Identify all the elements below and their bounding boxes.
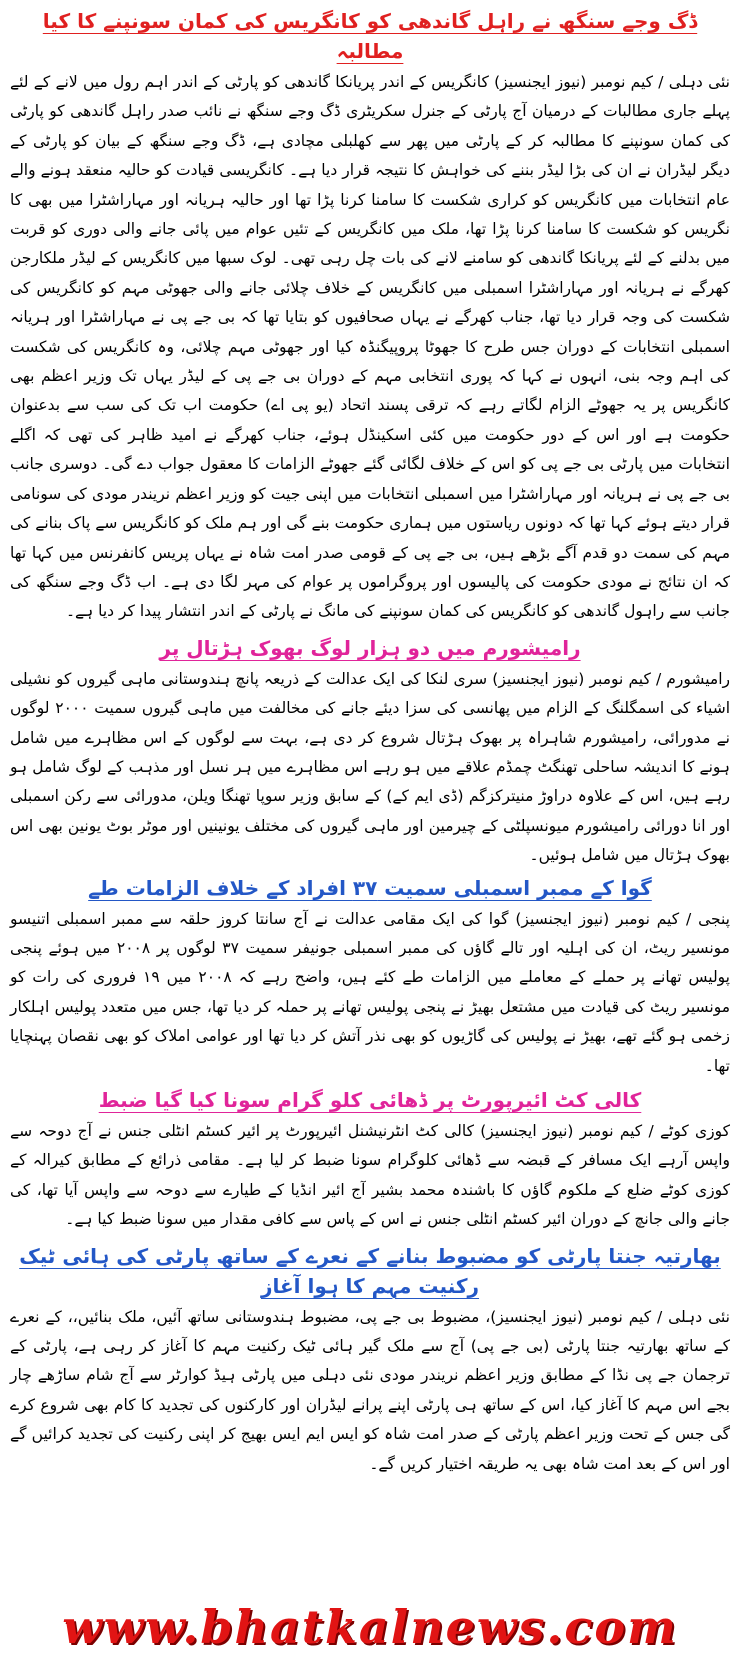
news-article-5 — [10, 1241, 730, 1479]
article-headline: ڈگ وجے سنگھ نے راہل گاندھی کو کانگریس کی کمان سونپنے کا کیا مطالبہ — [42, 9, 698, 63]
article-headline: کالی کٹ ائیرپورٹ پر ڈھائی کلو گرام سونا کیا گیا ضبط — [98, 1088, 642, 1112]
article-headline: رامیشورم میں دو ہزار لوگ بھوک ہڑتال پر — [159, 635, 581, 660]
article-body: کوزی کوٹے / کیم نومبر (نیوز ایجنسیز) کالی کٹ انٹرنیشنل ائیرپورٹ پر ائیر کسٹم انٹلی جنس نے آج دوحہ سے واپس آرہے ایک مسافر کے قبضہ سے ڈھائی کلوگرام سونا ضبط کر لیا ہے۔ مقامی ذرائع کے مطابق کیرالہ کے کوزی کوٹے ضلع کے ملکوم گاؤں کا باشندہ محمد بشیر آج ائیر انڈیا کے طیارے سے دوحہ سے واپس آیا تھا، کی جانے والی جانچ کے دوران ائیر کسٹم انٹلی جنس نے اس کے پاس سے کافی مقدار میں سونا ضبط کیا ہے۔ — [10, 1122, 730, 1229]
news-article-3 — [10, 873, 730, 1081]
article-body: نئی دہلی / کیم نومبر (نیوز ایجنسیز) کانگریس کے اندر پریانکا گاندھی کو پارٹی کے اندر اہم رول میں لانے کے لئے پہلے جاری مطالبات کے درمیان آج پارٹی کے جنرل سکریٹری ڈگ وجے سنگھ نے نائب صدر راہل گاندھی کو پارٹی کی کمان سونپنے کا مطالبہ کر کے پارٹی میں پھر سے کھلبلی مچادی ہے، ڈگ وجے سنگھ کے بیان کو پارٹی کے دیگر لیڈران نے ان کی بڑا لیڈر بننے کی خواہش کا نتیجہ قرار دیا ہے۔ کانگریسی قیادت کو حالیہ منعقد ہونے والے عام انتخابات میں کانگریس کو کراری شکست کا سامنا کرنا پڑا تھا اور حالیہ ہریانہ اور مہاراشٹرا میں بھی کا نگریس کو شکست کا سامنا کرنا پڑا تھا، ملک میں کانگریس کے تئیں عوام میں پائی جانے والی دوری کو قربت میں بدلنے کے لئے پریانکا گاندھی کو سامنے لانے کی بات چل رہی تھی۔ لوک سبھا میں کانگریس کے لیڈر ملکارجن کھرگے نے ہریانہ اور مہاراشٹرا اسمبلی میں کانگریس کے خلاف چلائی جانے والی جھوٹی مہم کو کانگریس کی شکست کی وجہ قرار دیا تھا، جناب کھرگے نے یہاں صحافیوں کو بتایا تھا کہ بی جے پی نے مہاراشٹرا اور ہریانہ اسمبلی انتخابات کے دوران جس طرح کا جھوٹا پروپیگنڈہ کیا اور جھوٹی مہم چلائی، وہ کانگریس کی شکست کی اہم وجہ بنی، انہوں نے کہا کہ پوری انتخابی مہم کے دوران بی جے پی کے لیڈر یہاں تک وزیر اعظم بھی کانگریس پر یہ جھوٹے الزام لگاتے رہے کہ ترقی پسند اتحاد (یو پی اے) حکومت اب تک کی سب سے بدعنوان حکومت ہے اور اس کے دور حکومت میں کئی اسکینڈل ہوئے، جناب کھرگے نے امید ظاہر کی تھی کہ اگلے انتخابات میں پارٹی بی جے پی کو اس کے خلاف لگائی گئے جھوٹے الزامات کا معقول جواب دے گی۔ دوسری جانب بی جے پی نے ہریانہ اور مہاراشٹرا میں اسمبلی انتخابات میں اپنی جیت کو وزیر اعظم نریندر مودی کی سونامی قرار دیتے ہوئے کہا تھا کہ دونوں ریاستوں میں ہماری حکومت بنے گی اور ہم ملک کو کانگریس سے پاک بنانے کی مہم کی سمت دو قدم آگے بڑھے ہیں، بی جے پی کے قومی صدر امت شاہ نے یہاں پریس کانفرنس میں کہا تھا کہ ان نتائج نے مودی حکومت کی پالیسوں اور پروگراموں پر عوام کی مہر لگا دی ہے۔ اب ڈگ وجے سنگھ کی جانب سے راہول گاندھی کو کانگریس کی کمان سونپنے کی مانگ نے پارٹی کے اندر انتشار پیدا کر دیا ہے۔ — [10, 73, 730, 621]
news-article-1 — [10, 6, 730, 627]
news-article-4 — [10, 1085, 730, 1235]
website-footer[interactable]: www.bhatkalnews.com — [62, 1600, 678, 1654]
article-headline: گوا کے ممبر اسمبلی سمیت ۳۷ افراد کے خلاف الزامات طے — [88, 875, 652, 900]
article-body: نئی دہلی / کیم نومبر (نیوز ایجنسیز)، مضبوط بی جے پی، مضبوط ہندوستانی ساتھ آئیں، ملک بنائیں،، کے نعرے کے ساتھ بھارتیہ جنتا پارٹی (بی جے پی) آج سے ملک گیر ہائی ٹیک رکنیت مہم کا آغاز کر رہی ہے، پارٹی کے ترجمان جے پی نڈا کے مطابق وزیر اعظم نریندر مودی نئی دہلی میں پارٹی ہیڈ کوارٹر سے آج شام ساڑھے چار بجے اس مہم کا آغاز کیا، اس کے ساتھ ہی پارٹی اپنے پرانے لیڈران اور کارکنوں کی تجدید کا کام بھی شروع کرے گی جس کے تحت وزیر اعظم پارٹی کے صدر امت شاہ کو ایس ایم ایس بھیج کر اپنی رکنیت کی تجدید کرائیں گے اور اس کے بعد امت شاہ بھی یہ طریقہ اختیار کریں گے۔ — [10, 1307, 730, 1473]
article-headline: بھارتیہ جنتا پارٹی کو مضبوط بنانے کے نعرے کے ساتھ پارٹی کی ہائی ٹیک رکنیت مہم کا ہوا آغاز — [19, 1243, 721, 1298]
article-body: پنجی / کیم نومبر (نیوز ایجنسیز) گوا کی ایک مقامی عدالت نے آج سانتا کروز حلقہ سے ممبر اسمبلی اتنیسو مونسیر ریٹ، ان کی اہلیہ اور تالے گاؤں کی ممبر اسمبلی جونیفر سمیت ۳۷ لوگوں پر ۲۰۰۸ میں ہوئے پنجی پولیس تھانے پر حملے کے معاملے میں الزامات طے کئے ہیں، واضح رہے کہ ۲۰۰۸ میں ۱۹ فروری کی رات کو مونسیر ریٹ کی قیادت میں مشتعل بھیڑ نے پنجی پولیس تھانے پر حملہ کر دیا تھا، جس میں متعدد پولیس اہلکار زخمی ہو گئے تھے، بھیڑ نے پولیس کی گاڑیوں کو بھی نذر آتش کر دیا تھا اور عوامی املاک کو بھی نقصان پہنچایا تھا۔ — [10, 909, 730, 1075]
article-body: رامیشورم / کیم نومبر (نیوز ایجنسیز) سری لنکا کی ایک عدالت کے ذریعہ پانچ ہندوستانی ماہی گیروں کو نشیلی اشیاء کی اسمگلنگ کے الزام میں پھانسی کی سزا دیئے جانے کی مخالفت میں ماہی گیروں سمیت ۲۰۰۰ لوگوں نے مدورائی، رامیشورم شاہراہ پر بھوک ہڑتال شروع کر دی ہے، بہت سے لوگوں کے اس مظاہرے میں شامل ہونے کا اندیشہ ساحلی تھنگٹ چمڈم علاقے میں ہو رہے اس مظاہرے میں ہر نسل اور مذہب کے لوگ شامل ہو رہے ہیں، اس کے علاوہ دراوڑ منیترکزگم (ڈی ایم کے) کے سابق وزیر سوپا تھنگا ویلن، مدورائی سے رکن اسمبلی اور انا دورائی رامیشورم میونسپلٹی کے چیرمین اور ماہی گیروں کی مختلف یونینیں اور موٹر بوٹ یونین بھی اس بھوک ہڑتال میں شامل ہوئیں۔ — [10, 669, 730, 865]
news-article-2 — [10, 633, 730, 871]
